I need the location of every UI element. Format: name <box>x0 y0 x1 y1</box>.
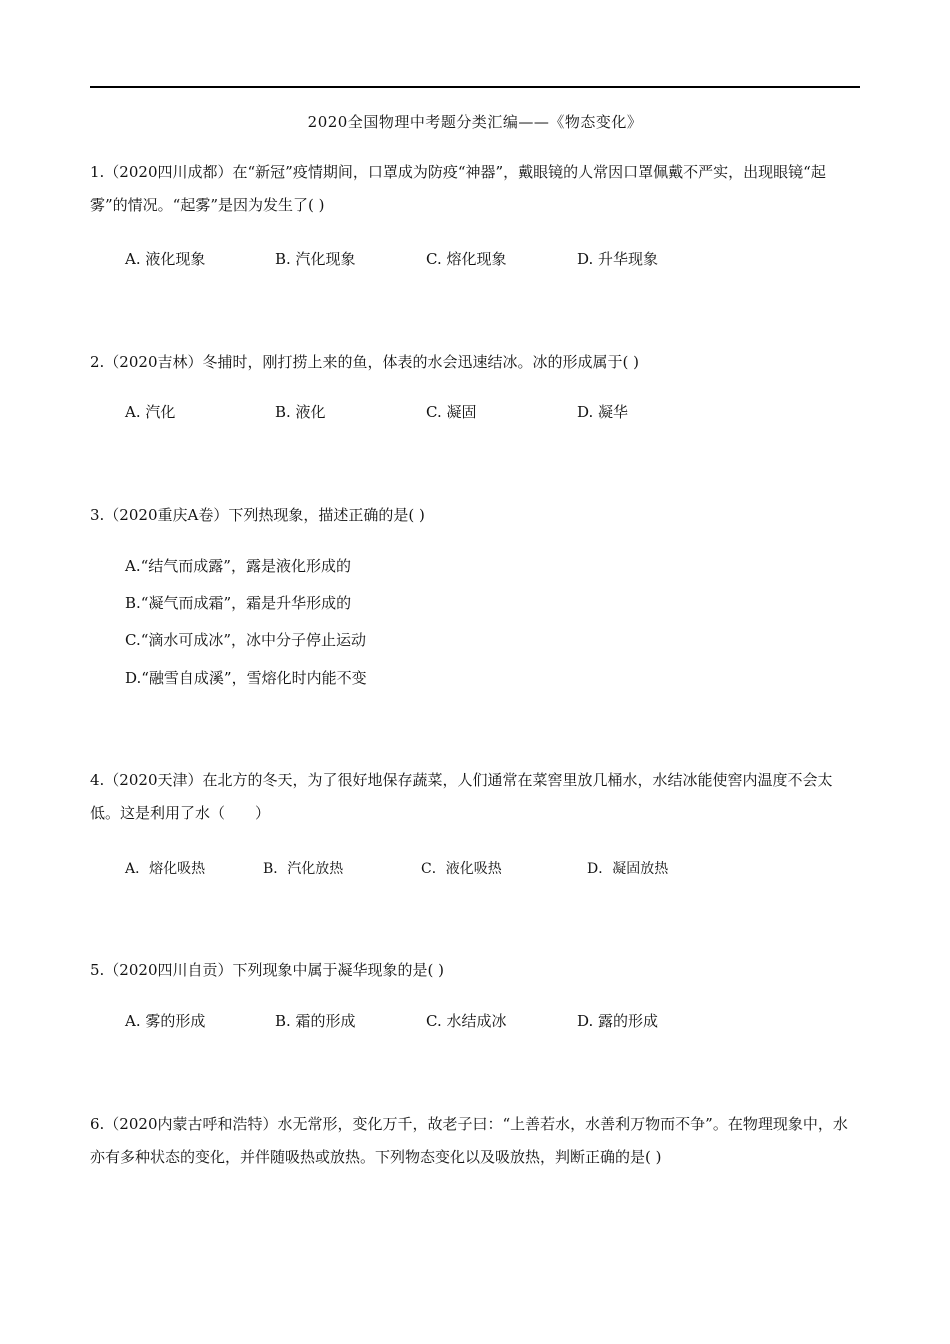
option-b: B．汽化放热 <box>263 861 344 877</box>
option-c: C. 水结成冰 <box>426 1012 507 1030</box>
option-d: D.“融雪自成溪”，雪熔化时内能不变 <box>125 669 367 687</box>
option-b: B.“凝气而成霜”，霜是升华形成的 <box>125 594 352 612</box>
option-a: A．熔化吸热 <box>125 861 206 877</box>
option-b: B. 汽化现象 <box>275 250 356 268</box>
option-d: D. 露的形成 <box>577 1012 659 1030</box>
option-a: A.“结气而成露”，露是液化形成的 <box>125 557 351 575</box>
option-c: C. 凝固 <box>426 403 477 421</box>
option-a: A. 雾的形成 <box>125 1012 206 1030</box>
question-6: 6.（2020内蒙古呼和浩特）水无常形，变化万千，故老子曰：“上善若水，水善利万物而不争”。在物理现象中，水亦有多种状态的变化，并伴随吸热或放热。下列物态变化以及吸放热，判断正确的是( ) <box>90 1115 848 1166</box>
question-4-options <box>125 858 860 882</box>
option-a: A. 液化现象 <box>125 250 206 268</box>
question-5-options <box>125 1010 860 1034</box>
question-2-options <box>125 401 860 425</box>
option-d: D. 升华现象 <box>577 250 659 268</box>
option-c: C.“滴水可成冰”，冰中分子停止运动 <box>125 631 367 649</box>
question-2: 2.（2020吉林）冬捕时，刚打捞上来的鱼，体表的水会迅速结冰。冰的形成属于( ) <box>90 353 639 371</box>
question-1-options <box>125 248 860 272</box>
question-3: 3.（2020重庆A卷）下列热现象，描述正确的是( ) <box>90 506 425 524</box>
header-rule <box>90 86 860 88</box>
option-a: A. 汽化 <box>125 403 176 421</box>
option-d: D．凝固放热 <box>587 861 669 877</box>
question-1: 1.（2020四川成都）在“新冠”疫情期间，口罩成为防疫“神器”，戴眼镜的人常因口罩佩戴不严实，出现眼镜“起雾”的情况。“起雾”是因为发生了( ) <box>90 163 826 214</box>
document-title: 2020全国物理中考题分类汇编——《物态变化》 <box>307 113 643 131</box>
option-b: B. 液化 <box>275 403 326 421</box>
option-b: B. 霜的形成 <box>275 1012 356 1030</box>
option-c: C. 熔化现象 <box>426 250 507 268</box>
option-d: D. 凝华 <box>577 403 629 421</box>
question-5: 5.（2020四川自贡）下列现象中属于凝华现象的是( ) <box>90 961 444 979</box>
question-4: 4.（2020天津）在北方的冬天，为了很好地保存蔬菜，人们通常在菜窖里放几桶水，水结冰能使窖内温度不会太低。这是利用了水（ ） <box>90 771 833 822</box>
option-c: C．液化吸热 <box>421 861 502 877</box>
